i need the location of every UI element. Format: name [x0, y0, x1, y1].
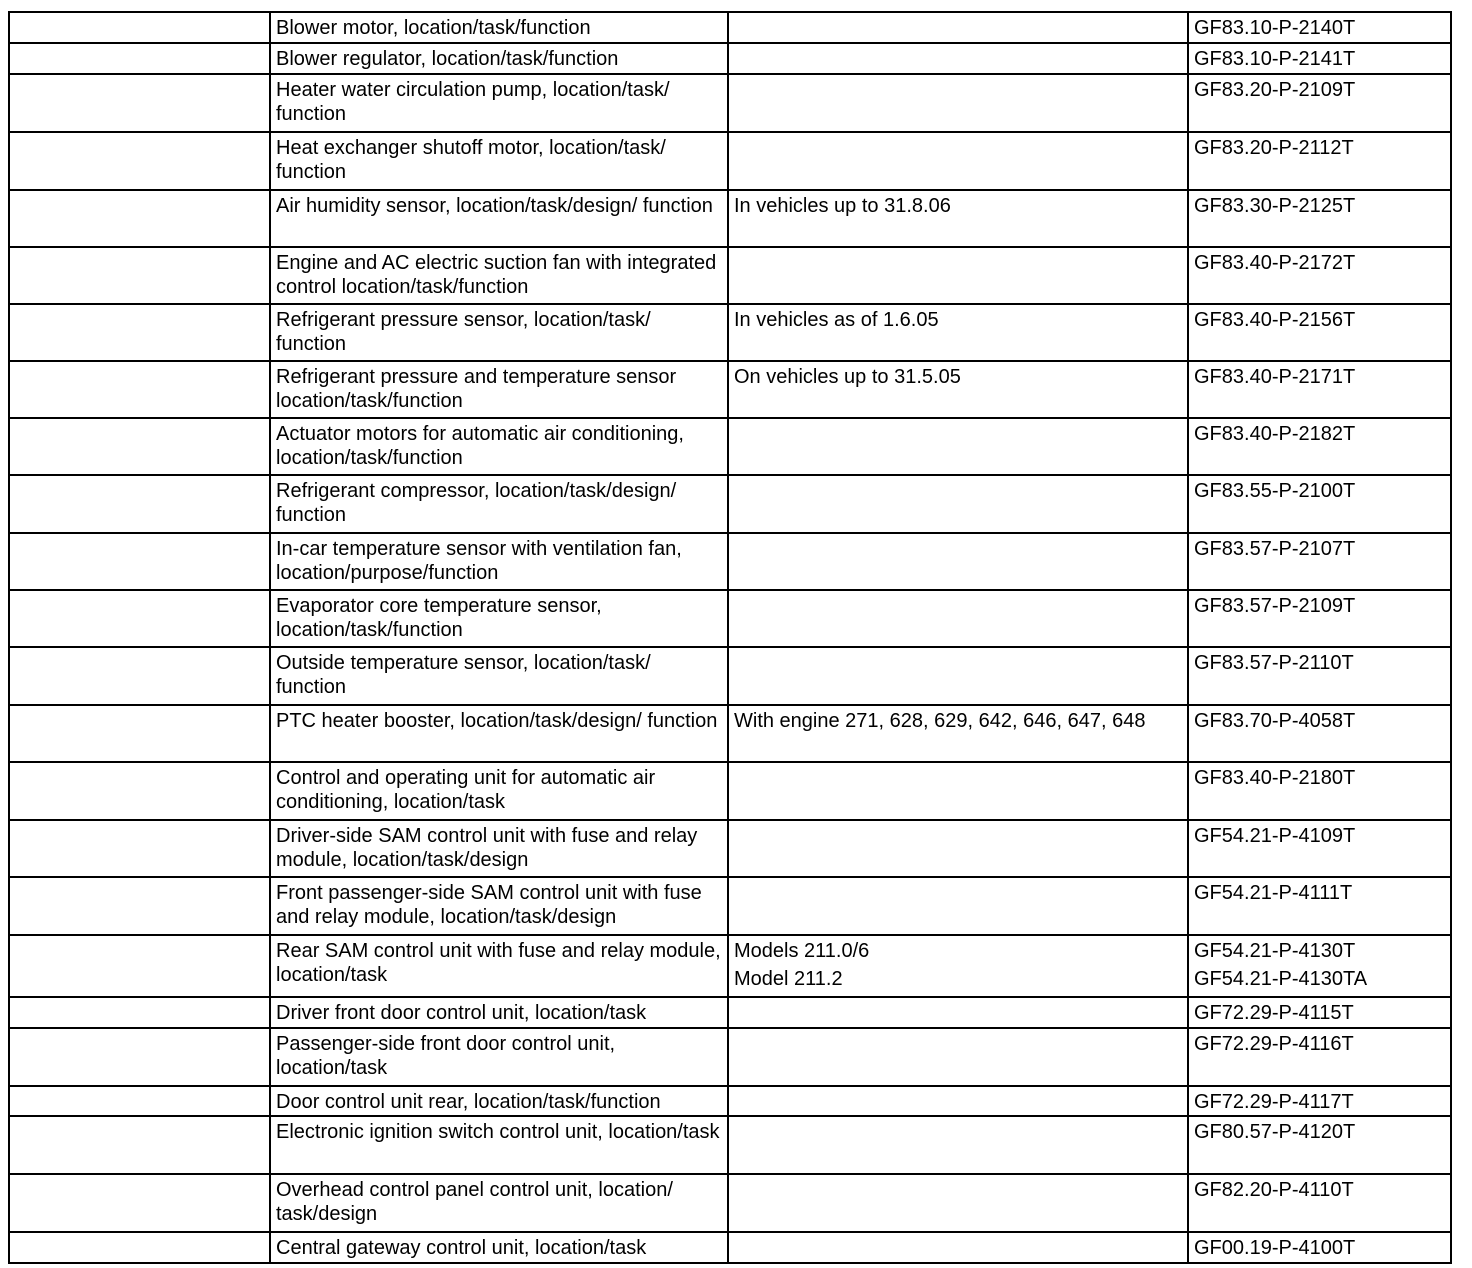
- component-cell: Driver front door control unit, location/task: [270, 997, 728, 1028]
- table-row: [9, 132, 1451, 190]
- row-blank-cell: [9, 590, 270, 647]
- component-cell: Heat exchanger shutoff motor, location/task/ function: [270, 132, 728, 190]
- row-blank-cell: [9, 361, 270, 418]
- document-code-cell: [1188, 304, 1451, 361]
- document-code-cell: [1188, 935, 1451, 997]
- document-code-cell: [1188, 74, 1451, 132]
- table-row: [9, 647, 1451, 705]
- row-blank-cell: [9, 1028, 270, 1086]
- document-code: GF83.20-P-2112T: [1194, 137, 1354, 159]
- component-cell: PTC heater booster, location/task/design/ function: [270, 705, 728, 762]
- document-code: GF83.57-P-2107T: [1194, 538, 1356, 560]
- notes-cell: [728, 705, 1188, 762]
- component-cell: Door control unit rear, location/task/function: [270, 1086, 728, 1116]
- notes-cell: [728, 361, 1188, 418]
- component-cell: Driver-side SAM control unit with fuse and relay module, location/task/design: [270, 820, 728, 877]
- document-code: GF83.30-P-2125T: [1194, 195, 1356, 217]
- document-code-cell: [1188, 762, 1451, 820]
- row-blank-cell: [9, 820, 270, 877]
- component-cell: Passenger-side front door control unit, location/task: [270, 1028, 728, 1086]
- row-blank-cell: [9, 190, 270, 247]
- document-code: GF83.55-P-2100T: [1194, 480, 1356, 502]
- row-blank-cell: [9, 475, 270, 533]
- document-code-cell: [1188, 1086, 1451, 1116]
- component-cell: Rear SAM control unit with fuse and relay module, location/task: [270, 935, 728, 997]
- note-text: On vehicles up to 31.5.05: [734, 366, 961, 388]
- table-row: [9, 190, 1451, 247]
- notes-cell: [728, 1116, 1188, 1174]
- document-code: GF82.20-P-4110T: [1194, 1179, 1354, 1201]
- document-code: GF83.40-P-2180T: [1194, 767, 1356, 789]
- notes-cell: [728, 43, 1188, 74]
- note-text: In vehicles as of 1.6.05: [734, 309, 939, 331]
- document-code-cell: [1188, 1028, 1451, 1086]
- component-cell: Heater water circulation pump, location/task/ function: [270, 74, 728, 132]
- component-cell: Blower regulator, location/task/function: [270, 43, 728, 74]
- notes-cell: [728, 820, 1188, 877]
- document-code: GF83.40-P-2172T: [1194, 252, 1356, 274]
- notes-cell: [728, 877, 1188, 935]
- notes-cell: [728, 997, 1188, 1028]
- table-row: [9, 820, 1451, 877]
- notes-cell: [728, 590, 1188, 647]
- component-cell: Evaporator core temperature sensor, location/task/function: [270, 590, 728, 647]
- document-code-cell: [1188, 705, 1451, 762]
- row-blank-cell: [9, 247, 270, 304]
- row-blank-cell: [9, 12, 270, 43]
- row-blank-cell: [9, 935, 270, 997]
- component-cell: Control and operating unit for automatic air conditioning, location/task: [270, 762, 728, 820]
- notes-cell: [728, 762, 1188, 820]
- notes-cell: [728, 1086, 1188, 1116]
- document-code-cell: [1188, 190, 1451, 247]
- table-row: [9, 1086, 1451, 1116]
- row-blank-cell: [9, 533, 270, 590]
- row-blank-cell: [9, 705, 270, 762]
- table-row: [9, 935, 1451, 997]
- table-row: [9, 475, 1451, 533]
- table-row: [9, 705, 1451, 762]
- row-blank-cell: [9, 43, 270, 74]
- table-row: [9, 1116, 1451, 1174]
- document-code-cell: [1188, 590, 1451, 647]
- notes-cell: [728, 935, 1188, 997]
- notes-cell: [728, 247, 1188, 304]
- component-cell: In-car temperature sensor with ventilation fan, location/purpose/function: [270, 533, 728, 590]
- document-code-cell: [1188, 475, 1451, 533]
- document-code: GF54.21-P-4130T: [1194, 940, 1356, 962]
- document-code: GF83.70-P-4058T: [1194, 710, 1356, 732]
- notes-cell: [728, 1028, 1188, 1086]
- table-row: [9, 590, 1451, 647]
- document-code: GF72.29-P-4117T: [1194, 1091, 1354, 1113]
- component-cell: Engine and AC electric suction fan with integrated control location/task/function: [270, 247, 728, 304]
- row-blank-cell: [9, 1174, 270, 1232]
- table-row: [9, 418, 1451, 475]
- notes-cell: [728, 304, 1188, 361]
- row-blank-cell: [9, 762, 270, 820]
- table-row: [9, 877, 1451, 935]
- notes-cell: [728, 190, 1188, 247]
- document-code-cell: [1188, 12, 1451, 43]
- table-row: [9, 997, 1451, 1028]
- component-cell: Electronic ignition switch control unit, location/task: [270, 1116, 728, 1174]
- component-reference-table: [8, 11, 1452, 1264]
- table-row: [9, 533, 1451, 590]
- component-cell: Refrigerant pressure sensor, location/task/ function: [270, 304, 728, 361]
- document-code-cell: [1188, 132, 1451, 190]
- row-blank-cell: [9, 132, 270, 190]
- component-cell: Blower motor, location/task/function: [270, 12, 728, 43]
- notes-cell: [728, 418, 1188, 475]
- row-blank-cell: [9, 1232, 270, 1263]
- table-row: [9, 74, 1451, 132]
- row-blank-cell: [9, 877, 270, 935]
- row-blank-cell: [9, 647, 270, 705]
- notes-cell: [728, 533, 1188, 590]
- document-code: GF72.29-P-4115T: [1194, 1002, 1354, 1024]
- component-cell: Front passenger-side SAM control unit with fuse and relay module, location/task/design: [270, 877, 728, 935]
- document-code-cell: [1188, 1232, 1451, 1263]
- table-row: [9, 1028, 1451, 1086]
- row-blank-cell: [9, 1116, 270, 1174]
- document-code: GF83.57-P-2110T: [1194, 652, 1354, 674]
- row-blank-cell: [9, 1086, 270, 1116]
- component-cell: Overhead control panel control unit, location/ task/design: [270, 1174, 728, 1232]
- document-code: GF54.21-P-4130TA: [1194, 968, 1368, 990]
- document-code: GF83.10-P-2140T: [1194, 17, 1356, 39]
- document-code-cell: [1188, 1174, 1451, 1232]
- component-cell: Refrigerant pressure and temperature sensor location/task/function: [270, 361, 728, 418]
- component-cell: Outside temperature sensor, location/task/ function: [270, 647, 728, 705]
- component-cell: Refrigerant compressor, location/task/design/ function: [270, 475, 728, 533]
- document-code: GF83.20-P-2109T: [1194, 79, 1356, 101]
- document-code: GF83.40-P-2156T: [1194, 309, 1356, 331]
- note-text: With engine 271, 628, 629, 642, 646, 647, 648: [734, 710, 1146, 732]
- document-code-cell: [1188, 247, 1451, 304]
- row-blank-cell: [9, 418, 270, 475]
- document-code-cell: [1188, 647, 1451, 705]
- table-row: [9, 247, 1451, 304]
- table-row: [9, 1232, 1451, 1263]
- table-row: [9, 361, 1451, 418]
- notes-cell: [728, 475, 1188, 533]
- component-cell: Actuator motors for automatic air conditioning, location/task/function: [270, 418, 728, 475]
- notes-cell: [728, 12, 1188, 43]
- document-code: GF83.10-P-2141T: [1194, 48, 1356, 70]
- notes-cell: [728, 74, 1188, 132]
- document-code: GF00.19-P-4100T: [1194, 1237, 1356, 1259]
- table-row: [9, 43, 1451, 74]
- document-code: GF83.40-P-2182T: [1194, 423, 1356, 445]
- note-text: In vehicles up to 31.8.06: [734, 195, 951, 217]
- document-code: GF83.40-P-2171T: [1194, 366, 1356, 388]
- row-blank-cell: [9, 74, 270, 132]
- document-code-cell: [1188, 43, 1451, 74]
- row-blank-cell: [9, 997, 270, 1028]
- notes-cell: [728, 1174, 1188, 1232]
- notes-cell: [728, 132, 1188, 190]
- component-cell: Central gateway control unit, location/task: [270, 1232, 728, 1263]
- table-row: [9, 762, 1451, 820]
- document-code-cell: [1188, 1116, 1451, 1174]
- document-code: GF54.21-P-4111T: [1194, 882, 1353, 904]
- notes-cell: [728, 1232, 1188, 1263]
- table-row: [9, 304, 1451, 361]
- document-code: GF72.29-P-4116T: [1194, 1033, 1354, 1055]
- document-code-cell: [1188, 418, 1451, 475]
- document-code-cell: [1188, 533, 1451, 590]
- document-code-cell: [1188, 820, 1451, 877]
- row-blank-cell: [9, 304, 270, 361]
- note-text: Models 211.0/6: [734, 940, 870, 962]
- document-code-cell: [1188, 877, 1451, 935]
- component-cell: Air humidity sensor, location/task/design/ function: [270, 190, 728, 247]
- document-code-cell: [1188, 361, 1451, 418]
- document-code-cell: [1188, 997, 1451, 1028]
- notes-cell: [728, 647, 1188, 705]
- document-code: GF54.21-P-4109T: [1194, 825, 1356, 847]
- document-code: GF83.57-P-2109T: [1194, 595, 1356, 617]
- table-body: [9, 12, 1451, 1263]
- document-code: GF80.57-P-4120T: [1194, 1121, 1356, 1143]
- table-row: [9, 12, 1451, 43]
- table-row: [9, 1174, 1451, 1232]
- note-text: Model 211.2: [734, 968, 843, 990]
